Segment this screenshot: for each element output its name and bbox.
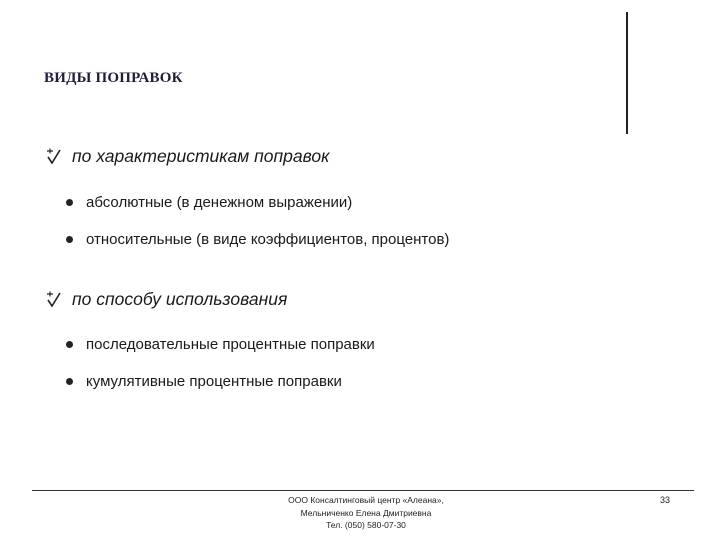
footer-divider (32, 490, 694, 491)
check-mark-icon (46, 148, 62, 166)
list-item-text: относительные (в виде коэффициентов, процентов) (86, 231, 450, 248)
section-label: по способу использования (72, 289, 288, 309)
section-label: по характеристикам поправок (72, 146, 330, 166)
check-mark-icon (46, 291, 62, 309)
list-item (66, 373, 342, 390)
bullet-icon (66, 341, 73, 348)
list-item (66, 231, 449, 248)
footer-author: Мельниченко Елена Дмитриевна (300, 507, 432, 518)
footer-company: ООО Консалтинговый центр «Алеана», (288, 495, 444, 505)
bullet-icon (66, 236, 73, 243)
list-item (66, 336, 375, 353)
vertical-divider (626, 12, 628, 134)
bullet-icon (66, 378, 73, 385)
slide-title: ВИДЫ ПОПРАВОК (44, 70, 183, 86)
list-item-text: кумулятивные процентные поправки (86, 373, 342, 390)
list-item (66, 194, 352, 211)
bullet-icon (66, 199, 73, 206)
section-heading-characteristics (46, 146, 329, 167)
list-item-text: последовательные процентные поправки (86, 336, 375, 353)
page-number: 33 (660, 495, 671, 505)
list-item-text: абсолютные (в денежном выражении) (86, 194, 353, 211)
footer-contact (256, 494, 476, 532)
section-heading-usage (46, 289, 287, 310)
footer-phone: Тел. (050) 580-07-30 (326, 520, 406, 530)
